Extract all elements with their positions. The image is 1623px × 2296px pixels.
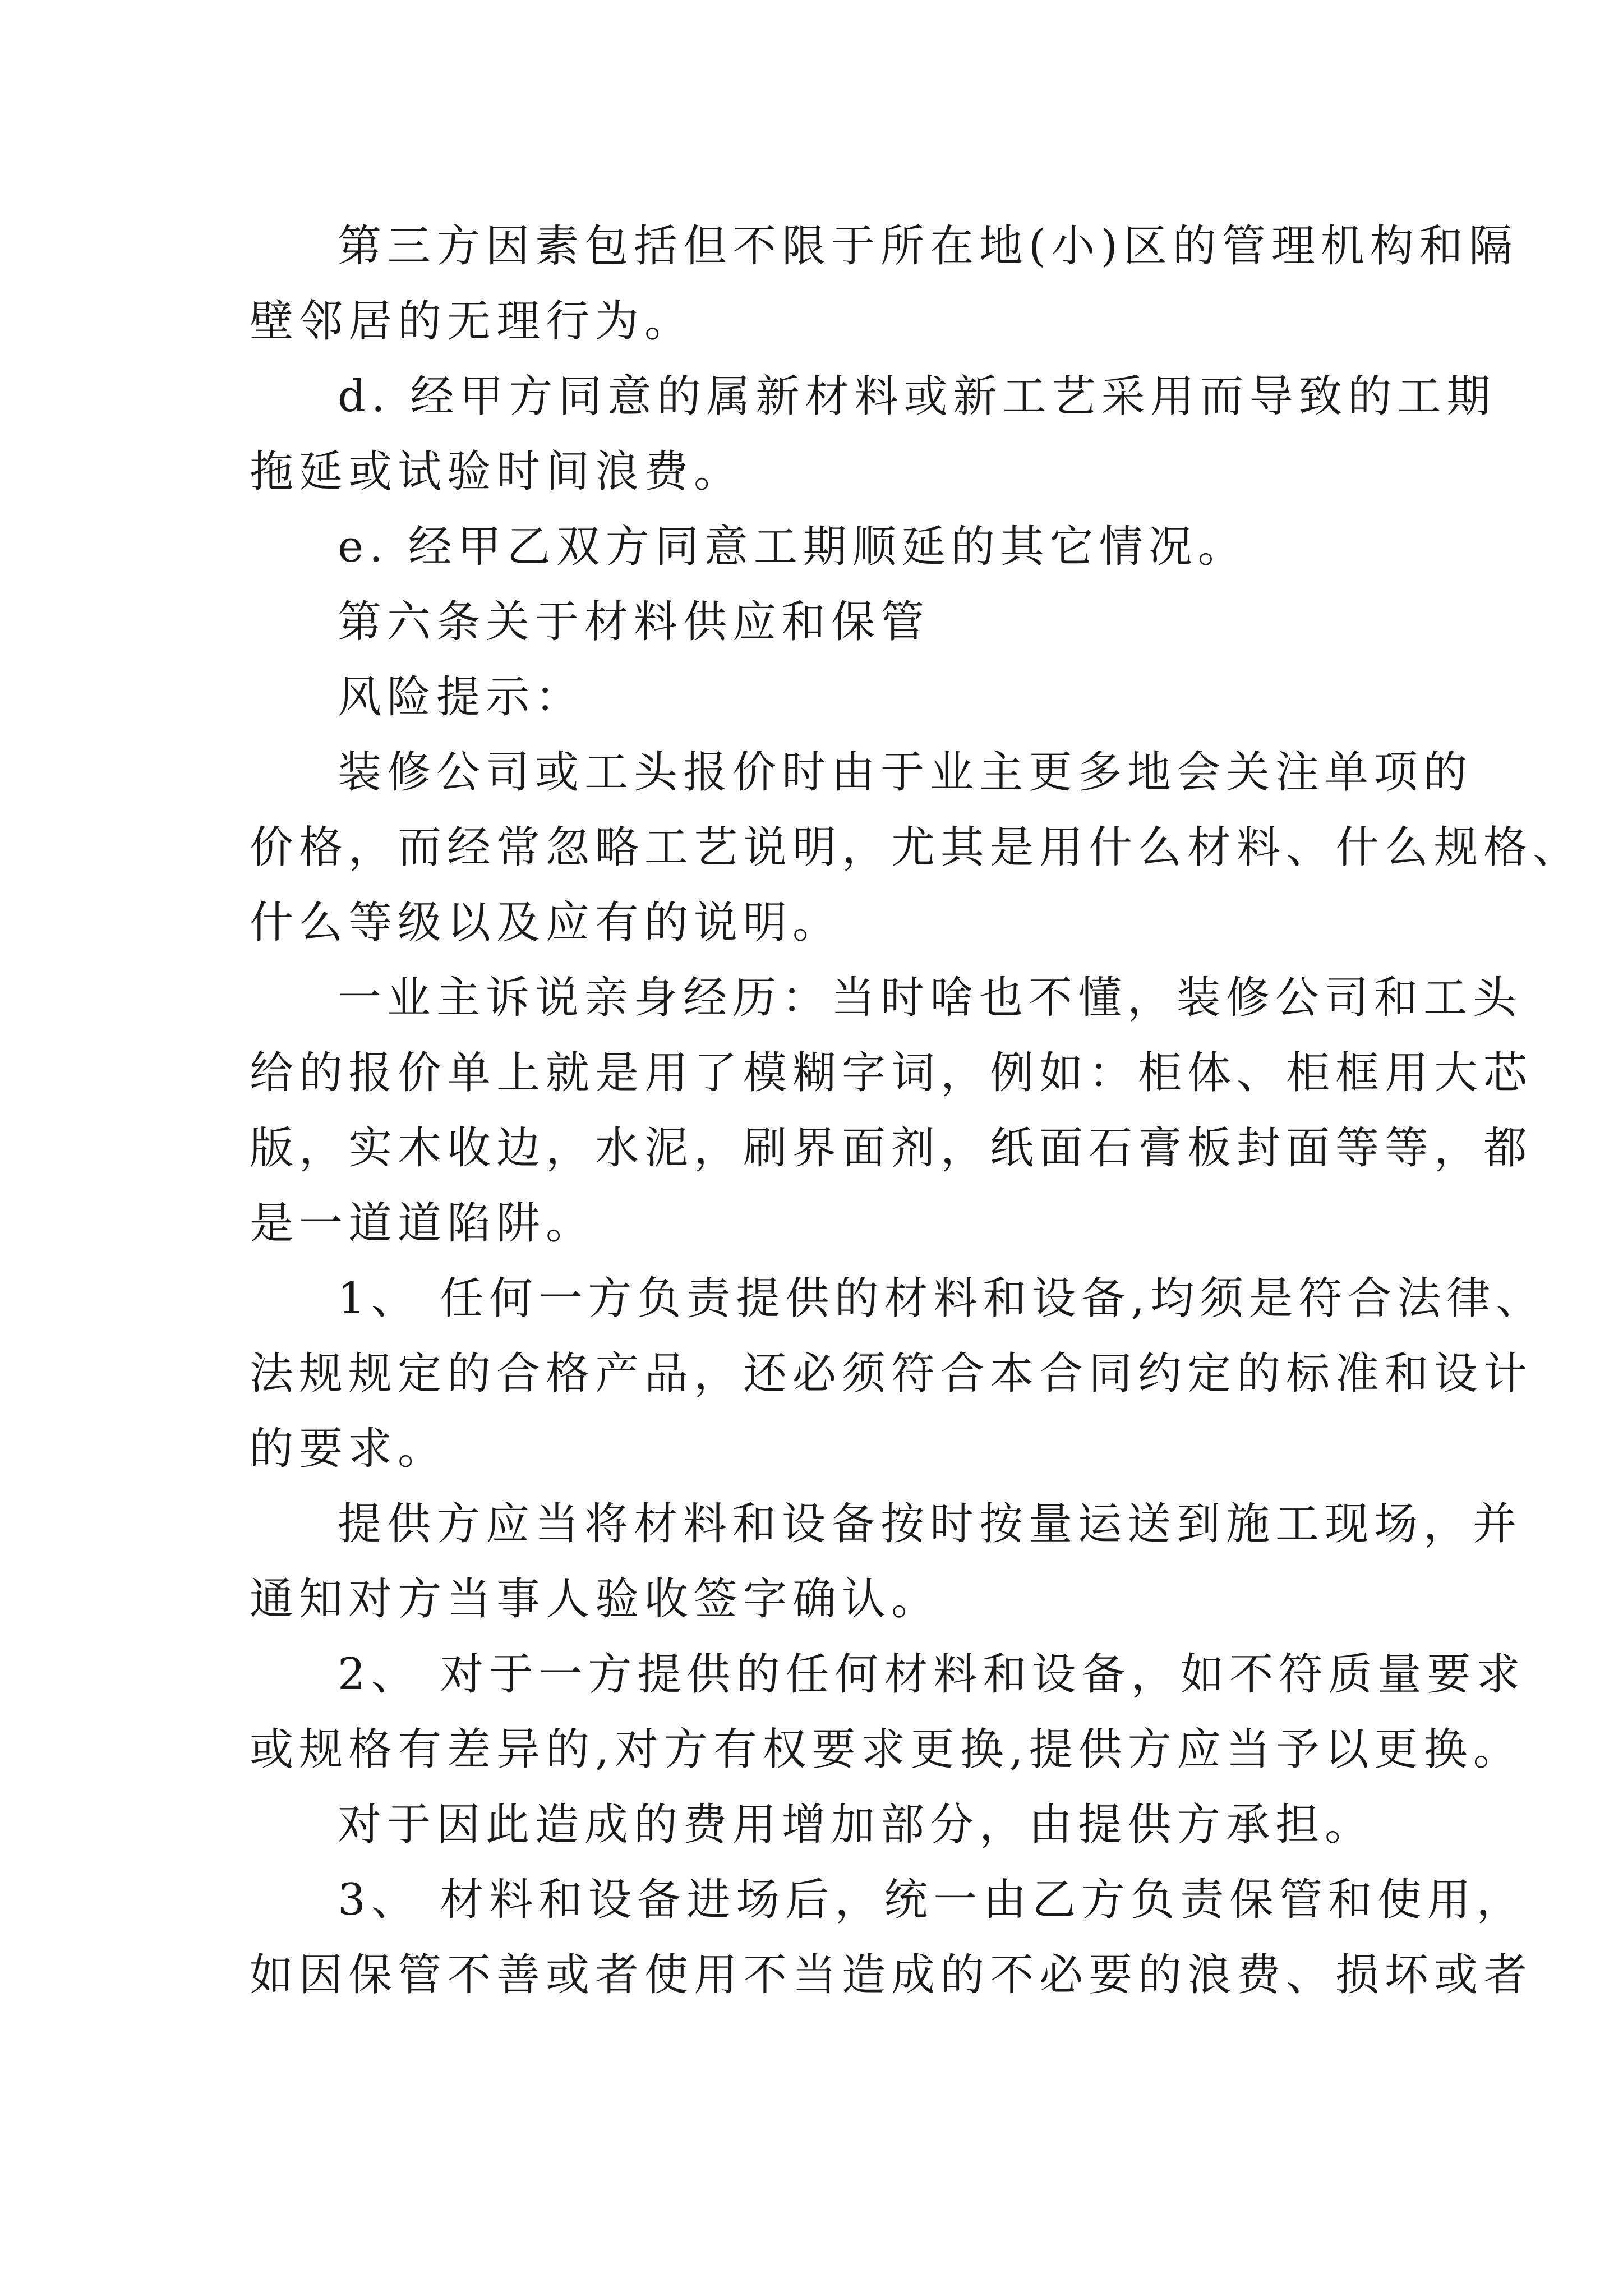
paragraph-line: d. 经甲方同意的属新材料或新工艺采用而导致的工期 (338, 371, 1496, 422)
paragraph-line: 拖延或试验时间浪费。 (250, 447, 744, 497)
paragraph-line: 是一道道陷阱。 (250, 1198, 596, 1249)
risk-notice-label: 风险提示： (338, 672, 585, 723)
paragraph-line: 通知对方当事人验收签字确认。 (250, 1574, 941, 1625)
paragraph-line: e. 经甲乙双方同意工期顺延的其它情况。 (338, 522, 1247, 572)
paragraph-line: 对于因此造成的费用增加部分，由提供方承担。 (338, 1800, 1375, 1850)
paragraph-line: 法规规定的合格产品，还必须符合本合同约定的标准和设计 (250, 1349, 1533, 1399)
section-heading: 第六条关于材料供应和保管 (338, 597, 930, 647)
paragraph-line: 如因保管不善或者使用不当造成的不必要的浪费、损坏或者 (250, 1950, 1533, 2000)
paragraph-line: 价格，而经常忽略工艺说明，尤其是用什么材料、什么规格、 (250, 822, 1583, 873)
clause-item: 2、 对于一方提供的任何材料和设备，如不符质量要求 (338, 1649, 1526, 1700)
paragraph-line: 壁邻居的无理行为。 (250, 296, 694, 347)
document-body (250, 209, 1583, 2013)
clause-item: 3、 材料和设备进场后，统一由乙方负责保管和使用， (338, 1875, 1526, 1925)
paragraph-line: 什么等级以及应有的说明。 (250, 898, 842, 948)
paragraph-line: 或规格有差异的,对方有权要求更换,提供方应当予以更换。 (250, 1724, 1523, 1775)
paragraph-line: 的要求。 (250, 1424, 448, 1474)
paragraph-line: 第三方因素包括但不限于所在地(小)区的管理机构和隔 (338, 221, 1518, 272)
paragraph-line: 版，实木收边，水泥，刷界面剂，纸面石膏板封面等等，都 (250, 1123, 1533, 1174)
paragraph-line: 给的报价单上就是用了模糊字词，例如：柜体、柜框用大芯 (250, 1048, 1533, 1098)
paragraph-line: 提供方应当将材料和设备按时按量运送到施工现场，并 (338, 1499, 1523, 1549)
paragraph-line: 装修公司或工头报价时由于业主更多地会关注单项的 (338, 747, 1473, 798)
clause-item: 1、 任何一方负责提供的材料和设备,均须是符合法律、 (338, 1273, 1546, 1324)
paragraph-line: 一业主诉说亲身经历：当时啥也不懂，装修公司和工头 (338, 973, 1523, 1023)
